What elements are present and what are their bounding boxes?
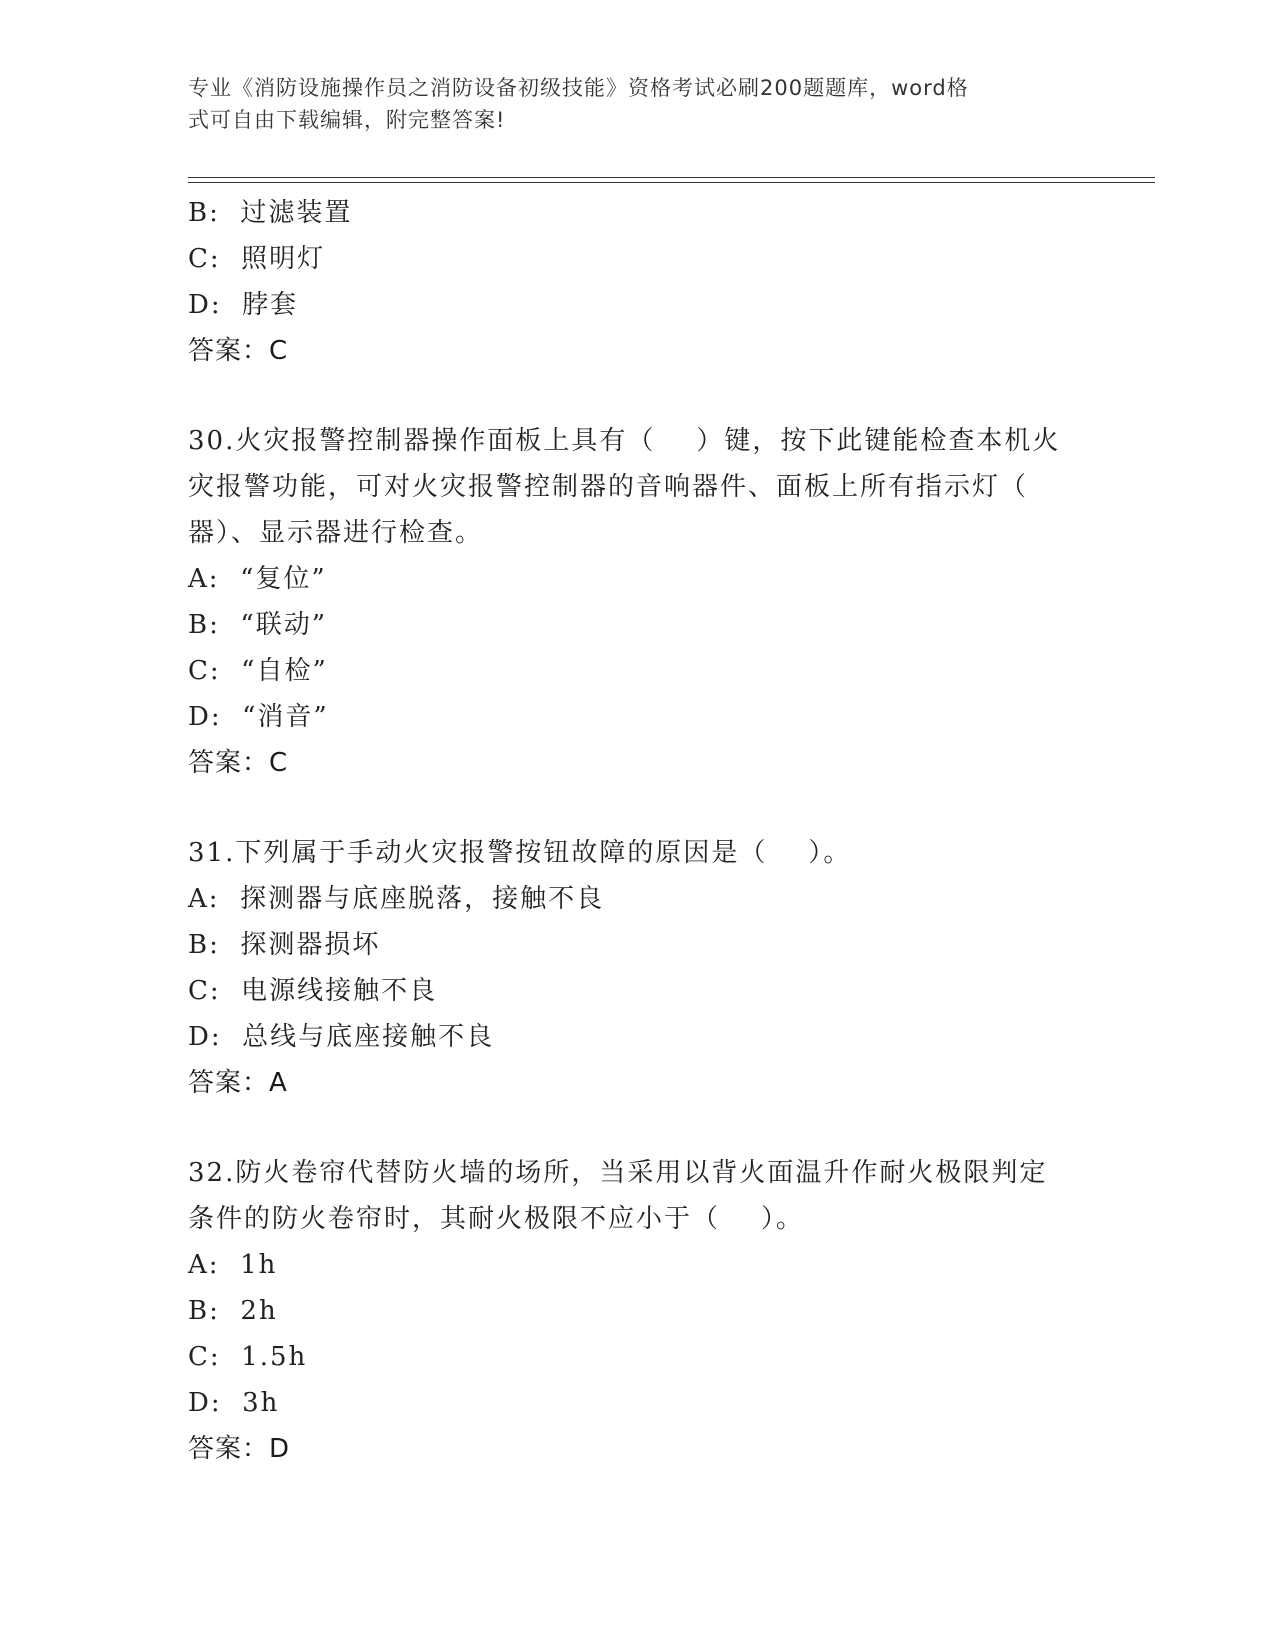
question-text-line: 32.防火卷帘代替防火墙的场所，当采用以背火面温升作耐火极限判定 xyxy=(188,1158,1048,1188)
question-31 xyxy=(188,830,1088,1106)
question-text-line: 条件的防火卷帘时，其耐火极限不应小于（ ）。 xyxy=(188,1204,805,1234)
header-divider-bottom xyxy=(188,182,1155,183)
option-a: A: “复位” xyxy=(188,564,327,594)
answer-line: 答案：D xyxy=(188,1434,291,1464)
spacer xyxy=(188,1106,1088,1150)
option-c: C: “自检” xyxy=(188,656,328,686)
question-text-line: 灾报警功能，可对火灾报警控制器的音响器件、面板上所有指示灯（ xyxy=(188,472,1029,502)
header-line-2: 式可自由下载编辑，附完整答案! xyxy=(188,108,506,132)
answer-line: 答案：C xyxy=(188,748,289,778)
option-b: B: 2h xyxy=(188,1296,278,1326)
option-d: D: 总线与底座接触不良 xyxy=(188,1022,495,1052)
document-header xyxy=(188,72,1068,136)
question-30 xyxy=(188,418,1088,786)
option-b: B: “联动” xyxy=(188,610,327,640)
question-29-continued xyxy=(188,190,1088,374)
question-text-line: 器）、显示器进行检查。 xyxy=(188,518,484,548)
option-b: B: 探测器损坏 xyxy=(188,930,381,960)
option-c: C: 电源线接触不良 xyxy=(188,976,438,1006)
answer-line: 答案：A xyxy=(188,1068,288,1098)
question-text-line: 30.火灾报警控制器操作面板上具有（ ）键，按下此键能检查本机火 xyxy=(188,426,1061,456)
option-d: D: 脖套 xyxy=(188,290,299,320)
option-b: B: 过滤装置 xyxy=(188,198,353,228)
header-line-1: 专业《消防设施操作员之消防设备初级技能》资格考试必刷200题题库，word格 xyxy=(188,76,969,100)
option-d: D: “消音” xyxy=(188,702,329,732)
option-a: A: 1h xyxy=(188,1250,278,1280)
header-divider-top xyxy=(188,177,1155,178)
option-d: D: 3h xyxy=(188,1388,280,1418)
spacer xyxy=(188,786,1088,830)
question-32 xyxy=(188,1150,1088,1472)
question-text-line: 31.下列属于手动火灾报警按钮故障的原因是（ ）。 xyxy=(188,838,852,868)
option-c: C: 照明灯 xyxy=(188,244,326,274)
option-a: A: 探测器与底座脱落，接触不良 xyxy=(188,884,605,914)
option-c: C: 1.5h xyxy=(188,1342,308,1372)
spacer xyxy=(188,374,1088,418)
question-list xyxy=(188,190,1088,1472)
answer-line: 答案：C xyxy=(188,336,289,366)
